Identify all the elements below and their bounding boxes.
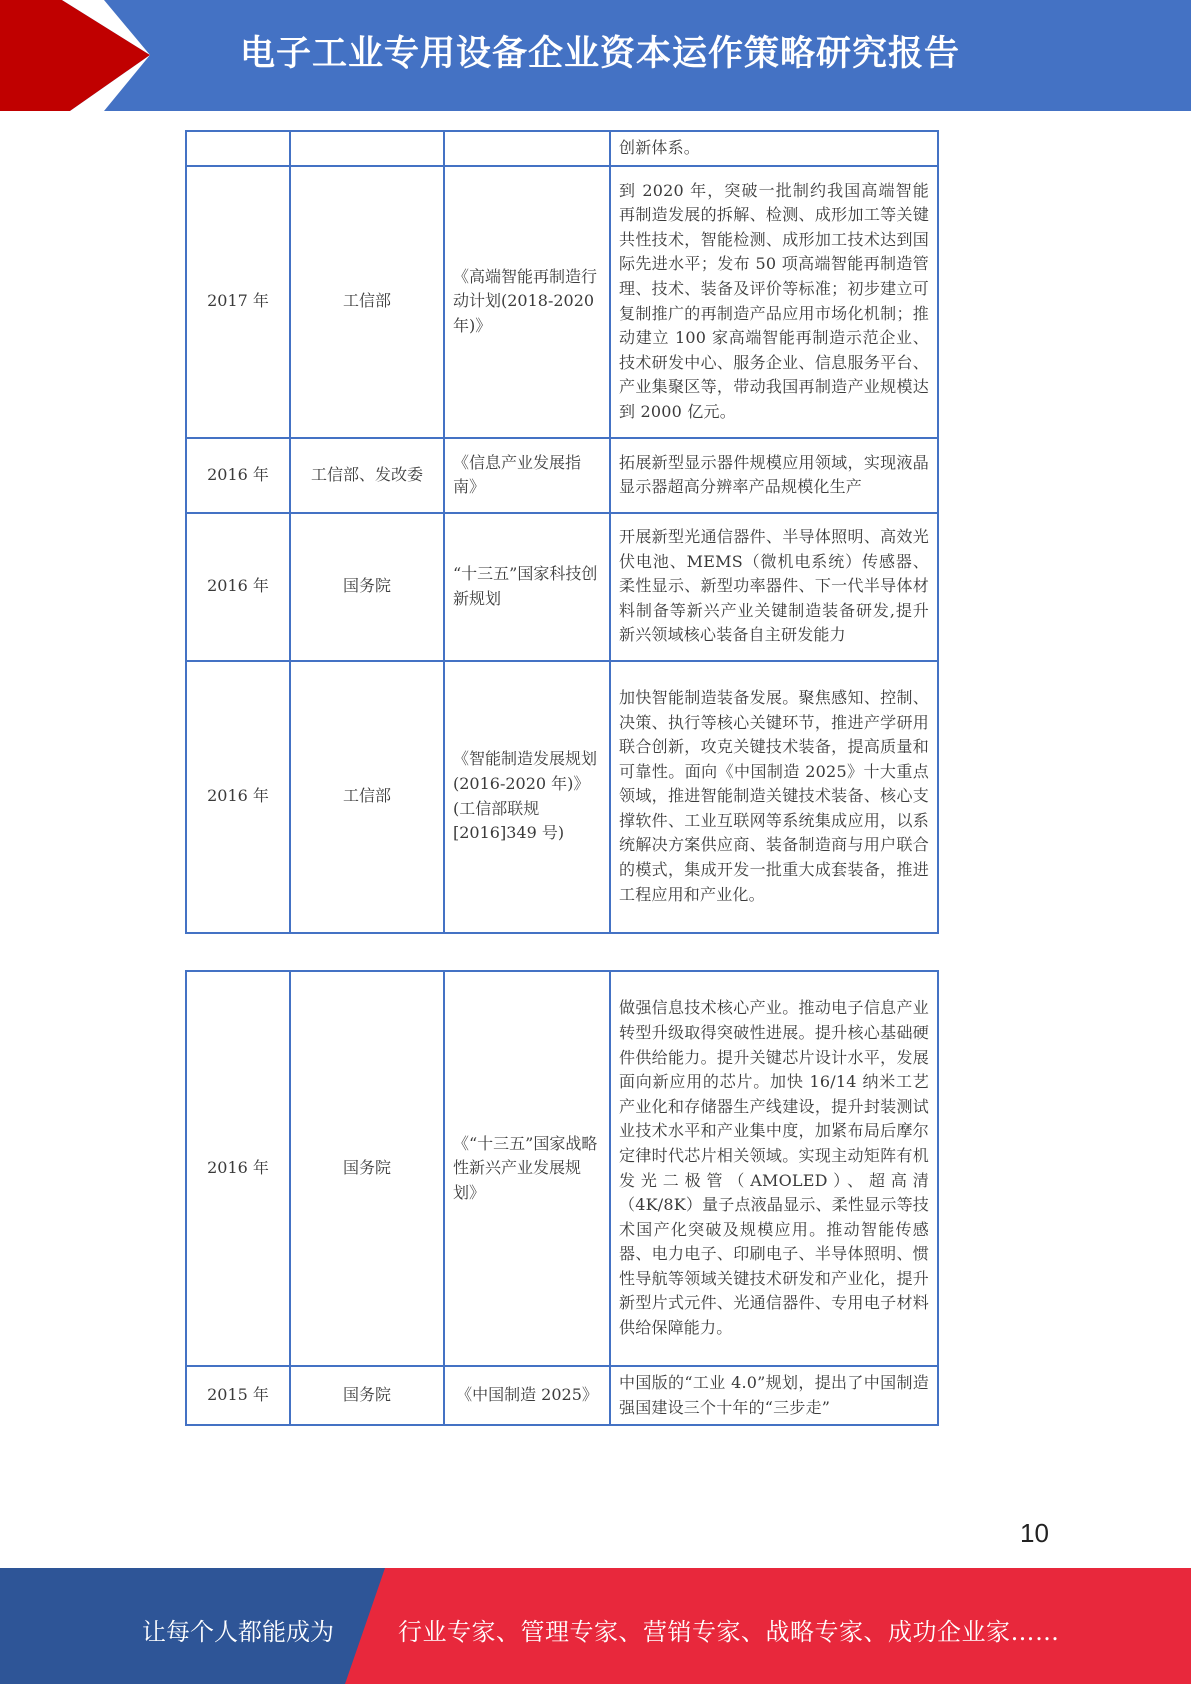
policy-content-cell: 中国版的“工业 4.0”规划，提出了中国制造强国建设三个十年的“三步走” [610,1366,938,1425]
policy-name-cell: “十三五”国家科技创新规划 [444,513,610,661]
department-cell: 工信部 [290,166,444,438]
table-row [186,971,938,1366]
year-cell: 2017 年 [186,166,290,438]
chevron-decoration [0,0,160,111]
policy-name-cell [444,131,610,166]
department-cell: 国务院 [290,513,444,661]
department-cell: 工信部 [290,661,444,933]
report-title: 电子工业专用设备企业资本运作策略研究报告 [240,34,961,74]
policy-name-cell: 《“十三五”国家战略性新兴产业发展规划》 [444,971,610,1366]
policy-name-cell: 《中国制造 2025》 [444,1366,610,1425]
year-cell: 2016 年 [186,971,290,1366]
table-row [186,131,938,166]
policy-table-2 [185,970,939,1426]
year-cell: 2016 年 [186,661,290,933]
department-cell: 国务院 [290,971,444,1366]
year-cell: 2015 年 [186,1366,290,1425]
year-cell [186,131,290,166]
policy-content-cell: 到 2020 年，突破一批制约我国高端智能再制造发展的拆解、检测、成形加工等关键共性技术，智能检测、成形加工技术达到国际先进水平；发布 50 项高端智能再制造管理、技术、装备及评价等标准；初步建立可复制推广的再制造产品应用市场化机制；推动建立 100 家高端智能再制造示范企业、技术研发中心、服务企业、信息服务平台、产业集聚区等，带动我国再制造产业规模达到 2000 亿元。 [610,166,938,438]
policy-content-cell: 创新体系。 [610,131,938,166]
table-row [186,438,938,513]
footer-slogan-left: 让每个人都能成为 [142,1618,334,1646]
year-cell: 2016 年 [186,513,290,661]
table-row [186,166,938,438]
policy-name-cell: 《高端智能再制造行动计划(2018-2020 年)》 [444,166,610,438]
department-cell: 工信部、发改委 [290,438,444,513]
table-row [186,1366,938,1425]
page-number: 10 [1020,1518,1049,1548]
policy-table-1 [185,130,939,934]
policy-name-cell: 《智能制造发展规划 (2016-2020 年)》(工信部联规 [2016]349 号) [444,661,610,933]
policy-name-cell: 《信息产业发展指南》 [444,438,610,513]
policy-content-cell: 拓展新型显示器件规模应用领域，实现液晶显示器超高分辨率产品规模化生产 [610,438,938,513]
policy-content-cell: 加快智能制造装备发展。聚焦感知、控制、决策、执行等核心关键环节，推进产学研用联合创新，攻克关键技术装备，提高质量和可靠性。面向《中国制造 2025》十大重点领域，推进智能制造关键技术装备、核心支撑软件、工业互联网等系统集成应用，以系统解决方案供应商、装备制造商与用户联合的模式，集成开发一批重大成套装备，推进工程应用和产业化。 [610,661,938,933]
table-row [186,513,938,661]
table-row [186,661,938,933]
policy-content-cell: 开展新型光通信器件、半导体照明、高效光伏电池、MEMS（微机电系统）传感器、柔性显示、新型功率器件、下一代半导体材料制备等新兴产业关键制造装备研发,提升新兴领域核心装备自主研发能力 [610,513,938,661]
year-cell: 2016 年 [186,438,290,513]
department-cell [290,131,444,166]
policy-content-cell: 做强信息技术核心产业。推动电子信息产业转型升级取得突破性进展。提升核心基础硬件供给能力。提升关键芯片设计水平，发展面向新应用的芯片。加快 16/14 纳米工艺产业化和存储器生产线建设，提升封装测试业技术水平和产业集中度，加紧布局后摩尔定律时代芯片相关领域。实现主动矩阵有机发光二极管（AMOLED）、超高清（4K/8K）量子点液晶显示、柔性显示等技术国产化突破及规模应用。推动智能传感器、电力电子、印刷电子、半导体照明、惯性导航等领域关键技术研发和产业化，提升新型片式元件、光通信器件、专用电子材料供给保障能力。 [610,971,938,1366]
footer-banner [0,1568,1191,1684]
footer-slogan-right: 行业专家、管理专家、营销专家、战略专家、成功企业家…… [398,1618,1060,1646]
header-banner [0,0,1191,111]
department-cell: 国务院 [290,1366,444,1425]
